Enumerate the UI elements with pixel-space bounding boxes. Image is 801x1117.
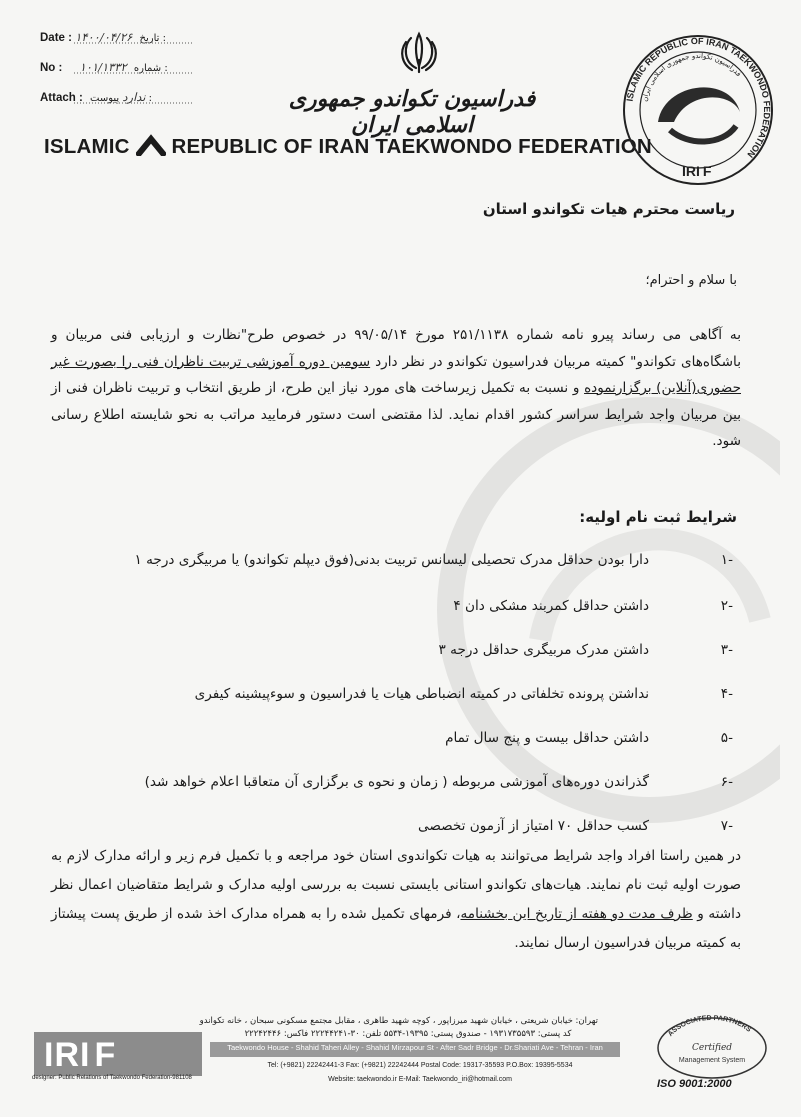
- iran-emblem-icon: [398, 30, 440, 74]
- condition-number: -۳: [720, 642, 733, 658]
- date-value: ۱۴۰۰/۰۴/۲۶: [75, 30, 133, 44]
- addressee: ریاست محترم هیات تکواندو استان: [482, 200, 735, 218]
- condition-text: گذراندن دوره‌های آموزشی مربوطه ( زمان و نحوه ی برگزاری آن متعاقبا اعلام خواهد شد): [144, 774, 649, 790]
- underlined-course-name: سومین دوره آموزشی تربیت ناظران فنی را بصورت غیر حضوری(آنلاین) برگزارنموده: [51, 353, 741, 396]
- header-dotted-lines: [74, 28, 194, 108]
- date-field: Date : ۱۴۰۰/۰۴/۲۶ تاریخ :: [40, 30, 166, 44]
- designer-credit: designer: Public Relations of Taekwondo Federation-981108: [32, 1075, 192, 1081]
- condition-item: [33, 642, 733, 658]
- footer-tel: Tel: (+9821) 22242441-3 Fax: (+9821) 22242444 Postal Code: 19317-35593 P.O.Box: 19395-5534: [267, 1062, 573, 1069]
- footer-logo: IRI F: [34, 1032, 202, 1076]
- federation-name-en: ISLAMIC REPUBLIC OF IRAN TAEKWONDO FEDERATION: [44, 135, 652, 158]
- condition-item: [33, 686, 733, 702]
- condition-number: -۶: [720, 774, 733, 790]
- condition-text: نداشتن پرونده تخلفاتی در کمیته انضباطی هیات یا فدراسیون و سوءپیشینه کیفری: [194, 686, 649, 702]
- footer-address-fa: تهران: خیابان شریعتی ، خیابان شهید میرزاپور ، کوچه شهید طاهری ، مقابل مجتمع مسکونی سبحان ، خانه تکواندو: [199, 1016, 598, 1026]
- paragraph-instructions: در همین راستا افراد واجد شرایط می‌توانند به هیات تکواندوی استان خود مراجعه و با تکمیل فرم زیر و ارائه مدارک لازم به صورت اولیه ثبت نام نمایند. هیات‌های تکواندو استانی بایستی نسبت به بررسی اولیه مدارک و شرایط متقاضیان اعمال نظر داشته و ظرف مدت دو هفته از تاریخ این بخشنامه، فرمهای تکمیل شده را به همراه مدارک اخذ شده از طریق پست پیشتاز به کمیته مربیان فدراسیون ارسال نمایند.: [51, 848, 742, 951]
- paragraph-intro: به آگاهی می رساند پیرو نامه شماره ۲۵۱/۱۱۳۸ مورخ ۹۹/۰۵/۱۴ در خصوص طرح"نظارت و ارزیابی فنی مربیان و باشگاه‌های تکواندو" کمیته مربیان فدراسیون تکواندو در نظر دارد سومین دوره آموزشی تربیت ناظران فنی را بصورت غیر حضوری(آنلاین) برگزارنموده و نسبت به تکمیل زیرساخت های مورد نیاز این طرح، از طریق انتخاب و تربیت ناظران فنی از بین مربیان واجد شرایط سراسر کشور اقدام نماید. لذا مقتضی است دستور فرمایید مراتب به نحو شایسته اطلاع رسانی شود.: [51, 327, 742, 449]
- condition-text: دارا بودن حداقل مدرک تحصیلی لیسانس تربیت بدنی(فوق دیپلم تکواندو) یا مربیگری درجه ۱: [134, 552, 649, 568]
- number-value: ۱۰۱/۱۳۳۲: [79, 60, 127, 74]
- condition-item: [33, 730, 733, 746]
- condition-number: -۵: [720, 730, 733, 746]
- attach-value: ندارد: [122, 90, 146, 104]
- footer-address-en: Taekwondo House - Shahid Taheri Alley - Shahid Mirzapour St - After Sadr Bridge - Dr.Shariati Ave - Tehran - Iran: [227, 1043, 603, 1052]
- condition-number: -۴: [720, 686, 733, 702]
- condition-item: [33, 552, 733, 568]
- logo-swoosh-icon: [658, 87, 740, 122]
- chevron-mark-icon: [136, 134, 166, 156]
- condition-text: کسب حداقل ۷۰ امتیاز از آزمون تخصصی: [417, 818, 649, 834]
- footer-web: Website: taekwondo.ir E-Mail: Taekwondo_iri@hotmail.com: [328, 1076, 512, 1083]
- number-field: No : ۱۰۱/۱۳۳۲ شماره :: [40, 60, 168, 74]
- logo-ring-text: ISLAMIC REPUBLIC OF IRAN TAEKWONDO FEDERATION: [624, 35, 773, 160]
- condition-item: [33, 774, 733, 790]
- conditions-title: شرایط ثبت نام اولیه:: [579, 508, 737, 526]
- svg-text:ASSOCIATED PARTNERS: ASSOCIATED PARTNERS: [667, 1014, 753, 1038]
- condition-number: -۲: [720, 598, 733, 614]
- condition-item: [33, 818, 733, 834]
- attach-field: Attach : ندارد پیوست :: [40, 90, 153, 104]
- svg-text:Certified: Certified: [691, 1043, 733, 1053]
- greeting: با سلام و احترام؛: [645, 273, 737, 288]
- federation-name-fa: فدراسیون تکواندو جمهوری اسلامی ایران: [288, 86, 536, 138]
- svg-text:Management System: Management System: [678, 1057, 746, 1064]
- condition-number: -۱: [720, 552, 733, 568]
- condition-text: داشتن حداقل کمربند مشکی دان ۴: [453, 598, 649, 614]
- condition-item: [33, 598, 733, 614]
- condition-text: داشتن حداقل بیست و پنج سال تمام: [445, 730, 649, 746]
- federation-logo: [618, 30, 778, 190]
- iso-label: ISO 9001:2000: [657, 1078, 732, 1090]
- condition-number: -۷: [720, 818, 733, 834]
- condition-text: داشتن مدرک مربیگری حداقل درجه ۳: [438, 642, 649, 658]
- logo-abbr: IRI F: [682, 163, 712, 179]
- logo-ring-text-fa: فدراسیون تکواندو جمهوری اسلامی ایران: [640, 51, 743, 103]
- footer-codes-fa: کد پستی: ۱۹۳۱۷۳۵۵۹۳ - صندوق پستی: ۱۹۳۹۵-۵۵۳۴ تلفن: ۳۰-۲۲۲۴۴۲۴۱ فاکس: ۲۲۲۴۲۴۴۶: [244, 1029, 572, 1039]
- underlined-deadline: ظرف مدت دو هفته از تاریخ این بخشنامه: [460, 906, 693, 922]
- iso-certification-badge: [652, 1010, 772, 1080]
